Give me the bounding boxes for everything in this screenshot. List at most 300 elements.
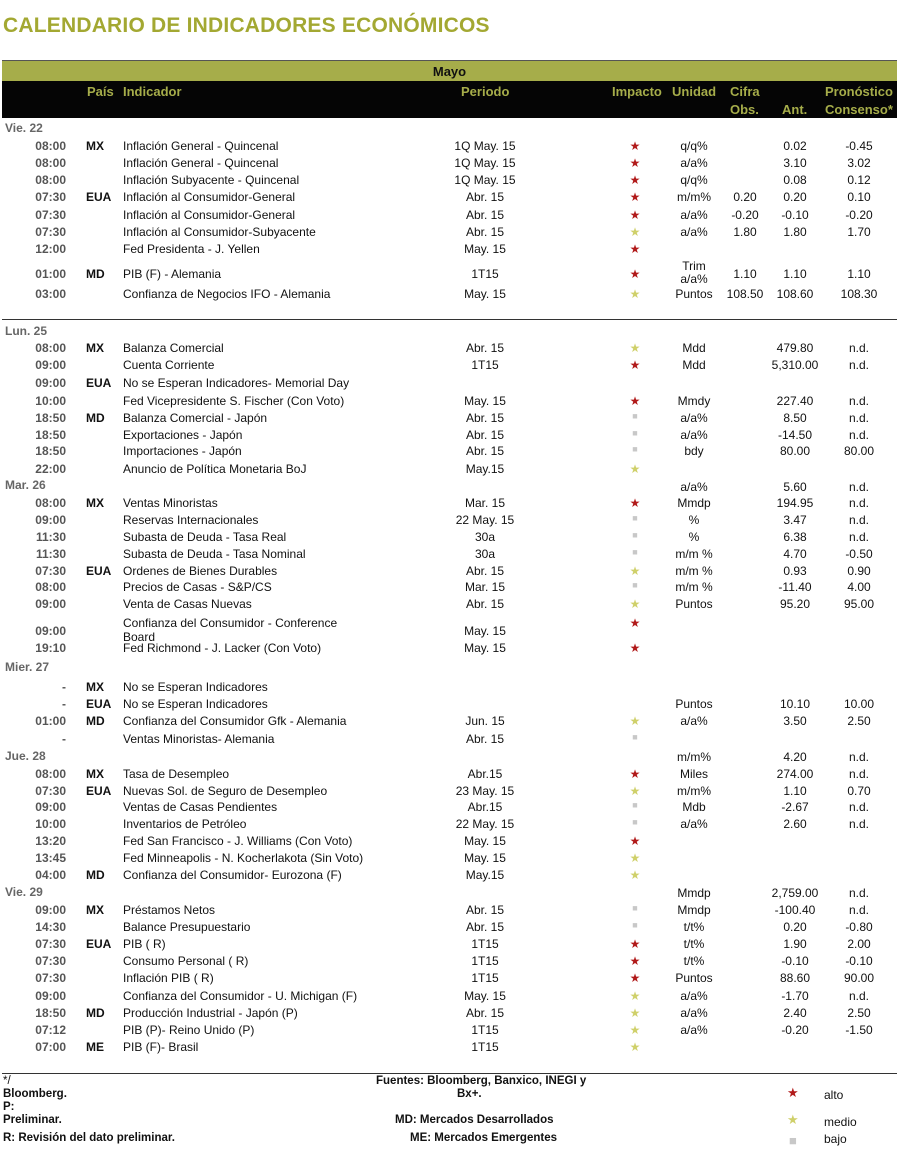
footer-note-revision: R: Revisión del dato preliminar. [3, 1132, 175, 1144]
table-row [0, 680, 907, 697]
cell-ant: 2.40 [783, 1006, 807, 1020]
table-row [0, 817, 907, 834]
table-row [0, 784, 907, 801]
cell-consensus: n.d. [848, 530, 869, 544]
table-row [0, 868, 907, 885]
cell-consensus: n.d. [848, 496, 869, 510]
cell-period: May. 15 [464, 287, 506, 301]
table-row [0, 714, 907, 731]
cell-unit: a/a% [680, 428, 708, 442]
cell-indicator: Inflación al Consumidor-General [123, 190, 296, 204]
cell-indicator: Fed Presidenta - J. Yellen [123, 242, 260, 256]
cell-country: EUA [86, 190, 112, 204]
day-label: Vie. 22 [5, 121, 43, 135]
cell-indicator: Ventas Minoristas- Alemania [123, 732, 275, 746]
star-red-icon: ★ [629, 242, 641, 256]
cell-indicator: Fed San Francisco - J. Williams (Con Voto) [123, 834, 353, 848]
footer-divider [2, 1073, 897, 1074]
table-row [0, 903, 907, 920]
star-yellow-icon: ★ [629, 341, 641, 355]
star-red-icon: ★ [629, 173, 641, 187]
cell-time: 01:00 [35, 714, 66, 728]
day-label: Mar. 26 [5, 478, 46, 492]
cell-unit: a/a% [680, 817, 708, 831]
cell-country: MX [86, 139, 104, 153]
legend-bajo: bajo [824, 1132, 847, 1146]
cell-country: MD [86, 267, 105, 281]
cell-unit: a/a% [680, 156, 708, 170]
cell-ant: 108.60 [776, 287, 814, 301]
cell-indicator: PIB (F)- Brasil [123, 1040, 199, 1054]
cell-time: 07:30 [35, 954, 66, 968]
cell-indicator: Tasa de Desempleo [123, 767, 230, 781]
footer-me: ME: Mercados Emergentes [410, 1132, 557, 1144]
cell-indicator: Balance Presupuestario [123, 920, 251, 934]
cell-consensus: n.d. [848, 394, 869, 408]
cell-ant: 8.50 [783, 411, 807, 425]
page-title: CALENDARIO DE INDICADORES ECONÓMICOS [3, 14, 490, 37]
cell-indicator: Exportaciones - Japón [123, 428, 243, 442]
legend-star-yellow-icon: ★ [787, 1112, 799, 1127]
cell-time: 07:30 [35, 971, 66, 985]
star-red-icon: ★ [629, 394, 641, 408]
star-red-icon: ★ [629, 496, 641, 510]
cell-ant: 3.10 [783, 156, 807, 170]
legend-star-red-icon: ★ [787, 1085, 799, 1100]
cell-consensus: 108.30 [840, 287, 878, 301]
table-row [0, 139, 907, 156]
cell-period: May. 15 [464, 989, 506, 1003]
cell-unit: Puntos [675, 971, 713, 985]
table-row [0, 697, 907, 714]
cell-unit: q/q% [680, 139, 708, 153]
footer-note-star: */ [3, 1075, 11, 1087]
star-red-icon: ★ [629, 358, 641, 372]
table-row [0, 851, 907, 868]
header-unidad: Unidad [672, 84, 717, 99]
cell-period: Jun. 15 [465, 714, 505, 728]
cell-unit: Mdd [682, 341, 706, 355]
cell-indicator: Anuncio de Política Monetaria BoJ [123, 462, 307, 476]
cell-consensus: -0.20 [845, 208, 873, 222]
cell-obs: 108.50 [726, 287, 764, 301]
cell-ant: 0.02 [783, 139, 807, 153]
cell-ant: 2.60 [783, 817, 807, 831]
cell-unit: a/a% [680, 411, 708, 425]
cell-country: ME [86, 1040, 104, 1054]
cell-unit: t/t% [683, 937, 705, 951]
cell-time: 13:20 [35, 834, 66, 848]
table-row [0, 225, 907, 242]
cell-time: 09:00 [35, 800, 66, 814]
square-gray-icon: ■ [632, 428, 638, 438]
cell-period: 1T15 [471, 937, 499, 951]
cell-indicator: Subasta de Deuda - Tasa Real [123, 530, 287, 544]
cell-consensus: 1.70 [847, 225, 871, 239]
cell-unit: m/m % [675, 580, 713, 594]
cell-period: Abr. 15 [465, 208, 505, 222]
cell-unit: % [688, 530, 700, 544]
cell-period: May. 15 [464, 394, 506, 408]
cell-unit: Mmdy [677, 394, 711, 408]
cell-country: MX [86, 903, 104, 917]
cell-ant: 0.93 [783, 564, 807, 578]
cell-time: 22:00 [35, 462, 66, 476]
cell-indicator: Consumo Personal ( R) [123, 954, 249, 968]
cell-indicator: No se Esperan Indicadores [123, 697, 268, 711]
star-red-icon: ★ [629, 641, 641, 655]
cell-time: 09:00 [35, 358, 66, 372]
cell-ant: -100.40 [774, 903, 816, 917]
legend-medio: medio [824, 1115, 857, 1129]
cell-period: Abr. 15 [465, 225, 505, 239]
cell-consensus: 10.00 [843, 697, 875, 711]
star-yellow-icon: ★ [629, 1023, 641, 1037]
cell-period: Abr. 15 [465, 341, 505, 355]
header-impacto: Impacto [612, 84, 662, 99]
table-row [0, 394, 907, 411]
cell-unit: a/a% [680, 208, 708, 222]
cell-time: 12:00 [35, 242, 66, 256]
cell-country: MD [86, 411, 105, 425]
star-red-icon: ★ [629, 616, 641, 630]
table-row [0, 513, 907, 530]
star-yellow-icon: ★ [629, 1006, 641, 1020]
star-yellow-icon: ★ [629, 714, 641, 728]
cell-ant: -11.40 [778, 580, 812, 594]
cell-time: 18:50 [35, 1006, 66, 1020]
cell-ant: 479.80 [776, 341, 814, 355]
cell-ant: -0.10 [781, 954, 809, 968]
table-row [0, 358, 907, 375]
cell-period: May. 15 [464, 641, 506, 655]
month-header: Mayo [2, 60, 897, 82]
cell-country: EUA [86, 784, 112, 798]
cell-consensus: n.d. [848, 800, 869, 814]
cell-unit: a/a% [680, 1006, 708, 1020]
cell-consensus: -1.50 [845, 1023, 873, 1037]
cell-period: Abr. 15 [465, 428, 505, 442]
cell-unit: Puntos [675, 697, 713, 711]
square-gray-icon: ■ [632, 411, 638, 421]
table-row [0, 580, 907, 597]
cell-ant: 80.00 [779, 444, 811, 458]
cell-period: Mar. 15 [464, 496, 506, 510]
footer-fuentes-cont: Bx+. [457, 1088, 482, 1100]
cell-unit: Puntos [675, 597, 713, 611]
table-row [0, 444, 907, 461]
cell-consensus: n.d. [848, 480, 869, 494]
cell-period: 1T15 [471, 1040, 499, 1054]
star-red-icon: ★ [629, 767, 641, 781]
cell-country: EUA [86, 564, 112, 578]
cell-indicator: Confianza del Consumidor - U. Michigan (F) [123, 989, 358, 1003]
cell-unit: a/a% [680, 1023, 708, 1037]
footer-note-preliminar: Preliminar. [3, 1114, 62, 1126]
cell-consensus: n.d. [848, 341, 869, 355]
cell-ant: 0.08 [783, 173, 807, 187]
cell-ant: 6.38 [783, 530, 807, 544]
square-gray-icon: ■ [632, 732, 638, 742]
cell-consensus: -0.45 [845, 139, 873, 153]
table-row [0, 920, 907, 937]
cell-time: 11:30 [35, 530, 66, 544]
cell-unit: m/m% [677, 784, 711, 798]
cell-time: 09:00 [35, 989, 66, 1003]
cell-time: 19:10 [35, 641, 66, 655]
cell-time: 08:00 [35, 767, 66, 781]
cell-indicator: Balanza Comercial [123, 341, 224, 355]
cell-time: 13:45 [35, 851, 66, 865]
cell-indicator: Ventas de Casas Pendientes [123, 800, 278, 814]
cell-period: Abr. 15 [465, 190, 505, 204]
cell-indicator: Ventas Minoristas [123, 496, 218, 510]
square-gray-icon: ■ [632, 444, 638, 454]
cell-ant: 95.20 [779, 597, 811, 611]
cell-indicator: Precios de Casas - S&P/CS [123, 580, 272, 594]
cell-country: MD [86, 868, 105, 882]
cell-indicator: Inflación General - Quincenal [123, 156, 279, 170]
cell-period: 23 May. 15 [455, 784, 515, 798]
star-yellow-icon: ★ [629, 462, 641, 476]
cell-unit: Miles [679, 767, 708, 781]
star-red-icon: ★ [629, 834, 641, 848]
cell-period: Abr. 15 [465, 597, 505, 611]
cell-period: Mar. 15 [464, 580, 506, 594]
cell-unit: m/m% [677, 750, 711, 764]
cell-ant: -2.67 [781, 800, 809, 814]
star-red-icon: ★ [629, 954, 641, 968]
cell-period: May. 15 [464, 834, 506, 848]
cell-period: Abr. 15 [465, 732, 505, 746]
cell-period: May.15 [465, 462, 505, 476]
cell-period: Abr. 15 [465, 1006, 505, 1020]
cell-time: 09:00 [35, 597, 66, 611]
cell-unit: a/a% [680, 480, 708, 494]
cell-consensus: -0.50 [845, 547, 873, 561]
cell-period: May. 15 [464, 624, 506, 638]
cell-obs: 1.10 [733, 267, 757, 281]
cell-unit: m/m % [675, 564, 713, 578]
cell-unit: Mmdp [677, 903, 711, 917]
cell-indicator: PIB (F) - Alemania [123, 267, 222, 281]
table-row [0, 597, 907, 614]
table-row [0, 971, 907, 988]
table-row [0, 173, 907, 190]
day-label: Lun. 25 [5, 324, 48, 338]
cell-country: MX [86, 496, 104, 510]
cell-time: 18:50 [35, 444, 66, 458]
cell-time: 18:50 [35, 411, 66, 425]
cell-time: - [62, 697, 66, 711]
cell-consensus: 0.90 [847, 564, 871, 578]
cell-consensus: 80.00 [843, 444, 875, 458]
cell-ant: 1.80 [783, 225, 807, 239]
cell-unit: m/m% [677, 190, 711, 204]
cell-unit: Mmdp [677, 496, 711, 510]
cell-time: 07:30 [35, 208, 66, 222]
cell-indicator: PIB (P)- Reino Unido (P) [123, 1023, 255, 1037]
cell-period: May.15 [465, 868, 505, 882]
cell-consensus: -0.80 [845, 920, 873, 934]
cell-obs: 0.20 [733, 190, 757, 204]
cell-period: May. 15 [464, 851, 506, 865]
cell-time: 08:00 [35, 139, 66, 153]
day-label: Vie. 29 [5, 885, 43, 899]
cell-unit: t/t% [683, 920, 705, 934]
cell-indicator: Fed Richmond - J. Lacker (Con Voto) [123, 641, 322, 655]
cell-consensus: 3.02 [847, 156, 871, 170]
footer-md: MD: Mercados Desarrollados [395, 1114, 554, 1126]
cell-unit: bdy [684, 444, 704, 458]
cell-country: MX [86, 767, 104, 781]
cell-obs: -0.20 [731, 208, 759, 222]
table-row [0, 834, 907, 851]
table-row [0, 496, 907, 513]
cell-consensus: n.d. [848, 817, 869, 831]
cell-time: 07:30 [35, 564, 66, 578]
table-row [0, 530, 907, 547]
star-red-icon: ★ [629, 208, 641, 222]
cell-indicator: Nuevas Sol. de Seguro de Desempleo [123, 784, 328, 798]
cell-consensus: n.d. [848, 428, 869, 442]
cell-ant: 5.60 [783, 480, 807, 494]
cell-period: Abr. 15 [465, 564, 505, 578]
cell-period: 1T15 [471, 267, 499, 281]
table-row [0, 616, 907, 644]
cell-indicator: PIB ( R) [123, 937, 166, 951]
footer-fuentes: Fuentes: Bloomberg, Banxico, INEGI y [376, 1075, 587, 1087]
cell-time: 04:00 [35, 868, 66, 882]
square-gray-icon: ■ [632, 817, 638, 827]
cell-ant: 88.60 [779, 971, 811, 985]
star-yellow-icon: ★ [629, 784, 641, 798]
footer-note-p: P: [3, 1101, 15, 1113]
cell-consensus: 90.00 [843, 971, 875, 985]
cell-consensus: 2.50 [847, 1006, 871, 1020]
cell-period: Abr. 15 [465, 444, 505, 458]
cell-consensus: n.d. [848, 989, 869, 1003]
cell-period: 1T15 [471, 1023, 499, 1037]
square-gray-icon: ■ [632, 547, 638, 557]
cell-unit: % [688, 513, 700, 527]
cell-period: Abr.15 [467, 767, 503, 781]
square-gray-icon: ■ [632, 580, 638, 590]
table-row [0, 376, 907, 393]
star-yellow-icon: ★ [629, 851, 641, 865]
table-row [0, 1040, 907, 1057]
table-row [0, 954, 907, 971]
legend-alto: alto [824, 1088, 844, 1102]
table-row [0, 767, 907, 784]
cell-period: 22 May. 15 [455, 513, 515, 527]
cell-consensus: 4.00 [847, 580, 871, 594]
cell-consensus: 2.00 [847, 937, 871, 951]
cell-ant: 3.47 [783, 513, 807, 527]
cell-ant: -0.10 [781, 208, 809, 222]
cell-country: EUA [86, 376, 112, 390]
cell-time: 08:00 [35, 156, 66, 170]
cell-country: MX [86, 680, 104, 694]
cell-time: 07:30 [35, 937, 66, 951]
cell-unit: m/m % [675, 547, 713, 561]
cell-indicator: Inflación PIB ( R) [123, 971, 214, 985]
cell-consensus: n.d. [848, 903, 869, 917]
cell-indicator: Inflación al Consumidor-General [123, 208, 296, 222]
cell-unit: Puntos [675, 287, 713, 301]
cell-period: 30a [474, 547, 496, 561]
table-row [0, 800, 907, 817]
star-yellow-icon: ★ [629, 564, 641, 578]
cell-indicator: Balanza Comercial - Japón [123, 411, 268, 425]
cell-unit: Mmdp [677, 886, 711, 900]
cell-time: 08:00 [35, 341, 66, 355]
cell-ant: 194.95 [776, 496, 814, 510]
square-gray-icon: ■ [632, 920, 638, 930]
cell-ant: 274.00 [776, 767, 814, 781]
cell-period: 1T15 [471, 358, 499, 372]
table-row [0, 547, 907, 564]
star-yellow-icon: ★ [629, 1040, 641, 1054]
cell-indicator: Inflación General - Quincenal [123, 139, 279, 153]
cell-indicator: Cuenta Corriente [123, 358, 215, 372]
cell-unit: a/a% [680, 989, 708, 1003]
cell-country: MX [86, 341, 104, 355]
cell-consensus: 2.50 [847, 714, 871, 728]
cell-time: 10:00 [35, 394, 66, 408]
cell-country: EUA [86, 937, 112, 951]
cell-period: 1Q May. 15 [454, 156, 516, 170]
cell-unit: a/a% [680, 714, 708, 728]
table-row [0, 259, 907, 286]
cell-time: 14:30 [35, 920, 66, 934]
star-yellow-icon: ★ [629, 597, 641, 611]
cell-time: 01:00 [35, 267, 66, 281]
cell-consensus: n.d. [848, 750, 869, 764]
cell-ant: 4.20 [783, 750, 807, 764]
cell-unit: a/a% [680, 225, 708, 239]
star-yellow-icon: ★ [629, 868, 641, 882]
cell-consensus: n.d. [848, 411, 869, 425]
cell-time: 07:00 [35, 1040, 66, 1054]
cell-indicator: Ordenes de Bienes Durables [123, 564, 278, 578]
cell-unit: q/q% [680, 173, 708, 187]
cell-period: 1T15 [471, 954, 499, 968]
cell-time: 10:00 [35, 817, 66, 831]
cell-ant: 4.70 [783, 547, 807, 561]
legend-square-gray-icon: ■ [789, 1133, 797, 1148]
table-row [0, 190, 907, 207]
cell-consensus: 0.10 [847, 190, 871, 204]
cell-ant: 1.90 [783, 937, 807, 951]
cell-consensus: 1.10 [847, 267, 871, 281]
table-row [0, 462, 907, 479]
cell-consensus: n.d. [848, 358, 869, 372]
table-row [0, 732, 907, 749]
cell-unit-cont: a/a% [680, 272, 708, 286]
cell-time: 11:30 [35, 547, 66, 561]
cell-ant: 3.50 [783, 714, 807, 728]
table-row [0, 287, 907, 304]
cell-ant: 1.10 [783, 784, 807, 798]
cell-time: 03:00 [35, 287, 66, 301]
cell-indicator: Confianza del Consumidor Gfk - Alemania [123, 714, 347, 728]
cell-country: MD [86, 1006, 105, 1020]
cell-time: 07:12 [35, 1023, 66, 1037]
cell-indicator: Importaciones - Japón [123, 444, 242, 458]
header-indicador: Indicador [123, 84, 182, 99]
star-yellow-icon: ★ [629, 225, 641, 239]
